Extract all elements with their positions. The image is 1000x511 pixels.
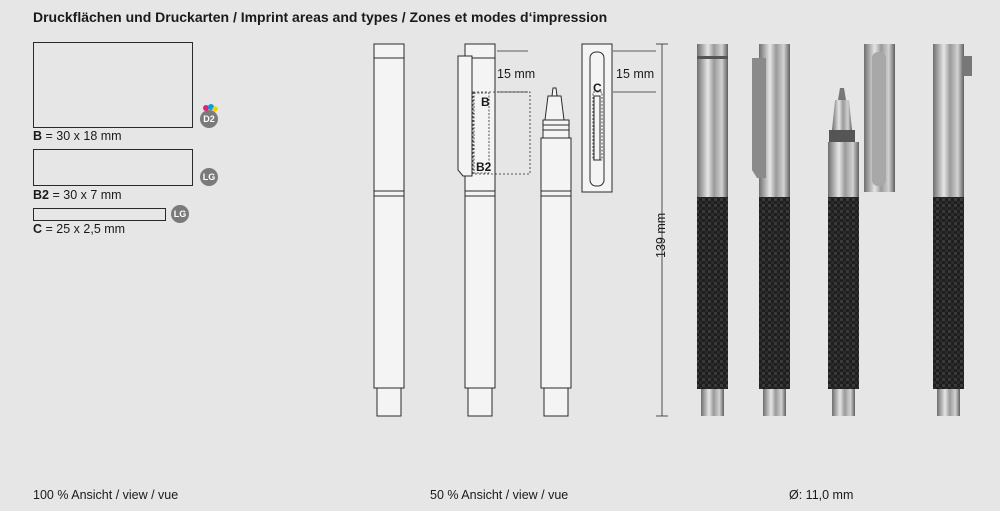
label-b: B (481, 95, 490, 109)
scale-100-caption: 100 % Ansicht / view / vue (33, 488, 179, 502)
pen-render-closed (697, 44, 728, 416)
label-c: C (593, 81, 602, 95)
imprint-area-b2-label: B2 = 30 x 7 mm (33, 188, 122, 202)
lg-laser-engraving-icon: LG (200, 168, 218, 186)
height-dimension-label: 139 mm (654, 212, 668, 258)
label-b2: B2 (476, 160, 492, 174)
pen-render-with-clip (752, 44, 790, 416)
cap-render (864, 44, 895, 192)
scale-50-caption: 50 % Ansicht / view / vue (430, 488, 569, 502)
pen-render-open (828, 88, 859, 416)
open-pen-outline (541, 88, 571, 416)
lg-laser-engraving-icon: LG (171, 205, 189, 223)
diameter-caption: Ø: 11,0 mm (789, 488, 854, 502)
d2-digital-print-icon: D2 (200, 110, 218, 128)
imprint-area-b-label: B = 30 x 18 mm (33, 129, 122, 143)
imprint-area-c-label: C = 25 x 2,5 mm (33, 222, 126, 236)
page-title: Druckflächen und Druckarten / Imprint areas and types / Zones et modes d‘impression (33, 9, 608, 25)
pen-render-side (933, 44, 972, 416)
closed-pen-outline (374, 44, 404, 416)
dim-15mm-b: 15 mm (497, 67, 536, 81)
cap-front-outline (582, 44, 612, 192)
dim-15mm-c: 15 mm (616, 67, 655, 81)
